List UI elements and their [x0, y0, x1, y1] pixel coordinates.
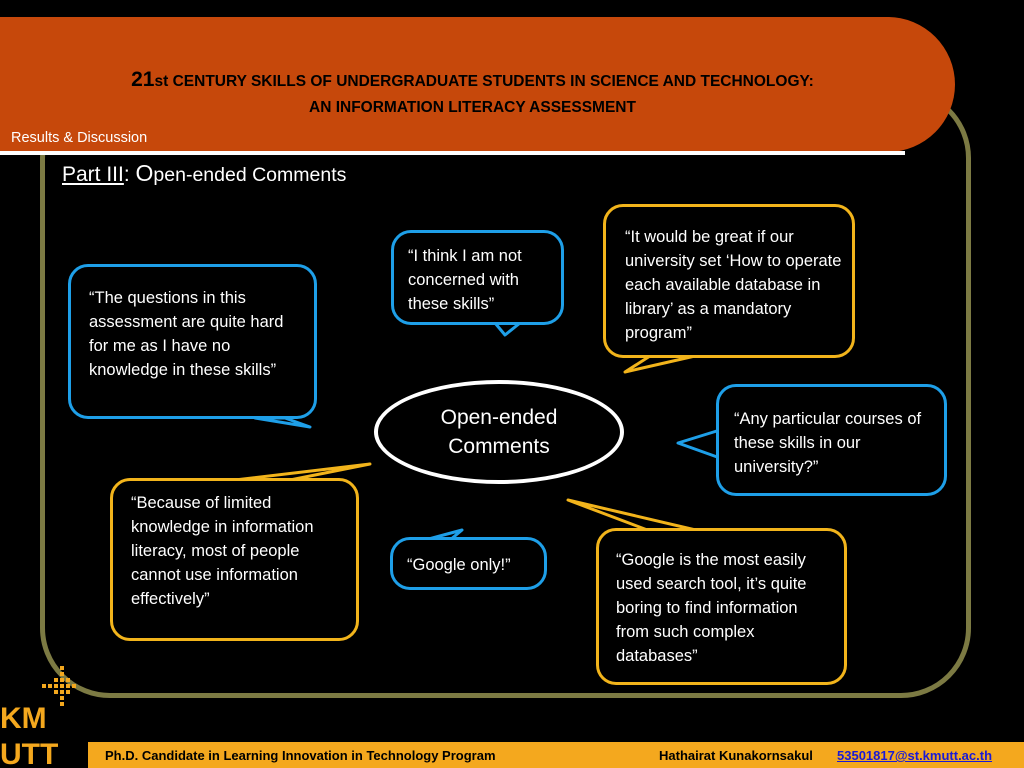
comment-not-concerned — [391, 230, 564, 325]
title-ordinal: st — [154, 73, 169, 90]
logo-dot-pattern — [42, 666, 76, 706]
footer-program: Ph.D. Candidate in Learning Innovation in Technology Program — [105, 748, 496, 763]
tail-google-easiest — [568, 500, 700, 531]
section-subtitle: Results & Discussion — [11, 130, 148, 146]
title-number: 21 — [131, 68, 155, 91]
comment-particular-courses — [716, 384, 947, 496]
part-label: Part III — [62, 163, 124, 186]
title-line-1: CENTURY SKILLS OF UNDERGRADUATE STUDENTS IN SCIENCE AND TECHNOLOGY: — [168, 73, 814, 90]
comment-text: “The questions in this assessment are quite hard for me as I have no knowledge in these skills” — [89, 289, 284, 379]
comment-text: “Any particular courses of these skills in our university?” — [734, 410, 922, 476]
footer-email-link[interactable]: 53501817@st.kmutt.ac.th — [837, 748, 993, 763]
logo-text-bottom: UTT — [0, 738, 59, 768]
comment-text: “Because of limited knowledge in information literacy, most of people cannot use information effectively” — [131, 494, 314, 608]
tail-particular-courses — [678, 430, 720, 458]
heading-rest: pen-ended Comments — [153, 164, 347, 186]
tail-hard-questions — [255, 418, 310, 427]
footer-author: Hathairat Kunakornsakul — [659, 748, 813, 763]
kmutt-logo — [0, 666, 90, 768]
heading-initial: O — [135, 160, 154, 186]
title-line-2: AN INFORMATION LITERACY ASSESSMENT — [309, 99, 636, 116]
logo-text-top: KM — [0, 702, 47, 735]
comment-text: “Google is the most easily used search tool, it’s quite boring to find information from such complex databases” — [616, 551, 807, 665]
comment-text: “It would be great if our university set ‘How to operate each available database in library’ as a mandatory program” — [625, 228, 842, 342]
center-topic-line-1: Open-ended — [440, 406, 558, 429]
center-topic — [374, 380, 624, 484]
comment-text: “Google only!” — [407, 556, 511, 574]
comment-limited-knowledge — [110, 478, 359, 641]
part-separator: : — [123, 163, 136, 186]
tail-mandatory-program — [625, 356, 695, 372]
comment-text: “I think I am not concerned with these skills” — [408, 247, 522, 313]
comment-google-only — [390, 537, 547, 590]
footer-bar — [88, 742, 1024, 768]
center-topic-line-2: Comments — [448, 435, 550, 458]
comment-google-easiest — [596, 528, 847, 685]
comment-mandatory-program — [603, 204, 855, 358]
comment-hard-questions — [68, 264, 317, 419]
